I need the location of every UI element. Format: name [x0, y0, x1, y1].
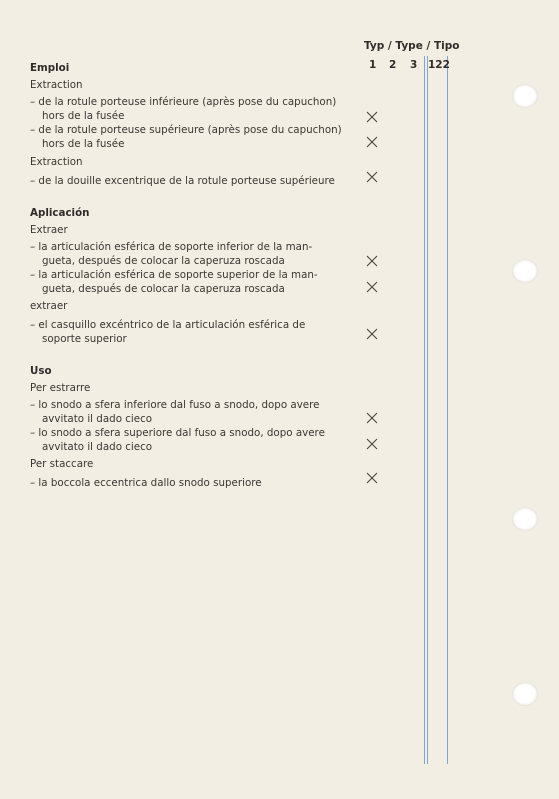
group-heading: Extraer: [30, 224, 68, 236]
column-label: 2: [389, 59, 397, 71]
cross-mark-icon: [365, 170, 379, 184]
column-label: 122: [428, 59, 450, 71]
cross-mark-icon: [365, 471, 379, 485]
column-rule: [447, 56, 448, 764]
item-line: – de la douille excentrique de la rotule porteuse supérieure: [30, 175, 335, 187]
group-heading: Per staccare: [30, 458, 94, 470]
cross-mark-icon: [365, 135, 379, 149]
group-heading: Extraction: [30, 156, 83, 168]
cross-mark-icon: [365, 411, 379, 425]
item-line: – de la rotule porteuse supérieure (après pose du capuchon): [30, 124, 342, 136]
section-italian: [30, 364, 360, 490]
cross-mark-icon: [365, 327, 379, 341]
column-rule: [427, 56, 428, 764]
column-rule: [424, 56, 425, 764]
item-line: avvitato il dado cieco: [42, 413, 153, 425]
item-line: – de la rotule porteuse inférieure (après pose du capuchon): [30, 96, 337, 108]
column-label: 3: [410, 59, 418, 71]
item-line: hors de la fusée: [42, 110, 125, 122]
binder-hole: [512, 682, 538, 706]
cross-mark-icon: [365, 280, 379, 294]
item-line: – lo snodo a sfera inferiore dal fuso a snodo, dopo avere: [30, 399, 320, 411]
section-spanish: [30, 206, 360, 346]
column-label: 1: [369, 59, 377, 71]
item-line: avvitato il dado cieco: [42, 441, 153, 453]
binder-hole: [512, 507, 538, 531]
section-french: [30, 61, 360, 188]
item-line: hors de la fusée: [42, 138, 125, 150]
item-line: – la articulación esférica de soporte superior de la man-: [30, 269, 318, 281]
item-line: – el casquillo excéntrico de la articulación esférica de: [30, 319, 306, 331]
item-line: – la boccola eccentrica dallo snodo superiore: [30, 477, 262, 489]
binder-hole: [512, 84, 538, 108]
item-line: – lo snodo a sfera superiore dal fuso a snodo, dopo avere: [30, 427, 325, 439]
item-line: gueta, después de colocar la caperuza roscada: [42, 255, 285, 267]
group-heading: extraer: [30, 300, 68, 312]
binder-hole: [512, 259, 538, 283]
section-title: Emploi: [30, 62, 70, 74]
type-header: Typ / Type / Tipo: [364, 40, 460, 52]
item-line: gueta, después de colocar la caperuza roscada: [42, 283, 285, 295]
group-heading: Per estrarre: [30, 382, 91, 394]
item-line: soporte superior: [42, 333, 127, 345]
group-heading: Extraction: [30, 79, 83, 91]
cross-mark-icon: [365, 437, 379, 451]
item-line: – la articulación esférica de soporte inferior de la man-: [30, 241, 313, 253]
cross-mark-icon: [365, 110, 379, 124]
section-title: Uso: [30, 365, 52, 377]
section-title: Aplicación: [30, 207, 90, 219]
cross-mark-icon: [365, 254, 379, 268]
